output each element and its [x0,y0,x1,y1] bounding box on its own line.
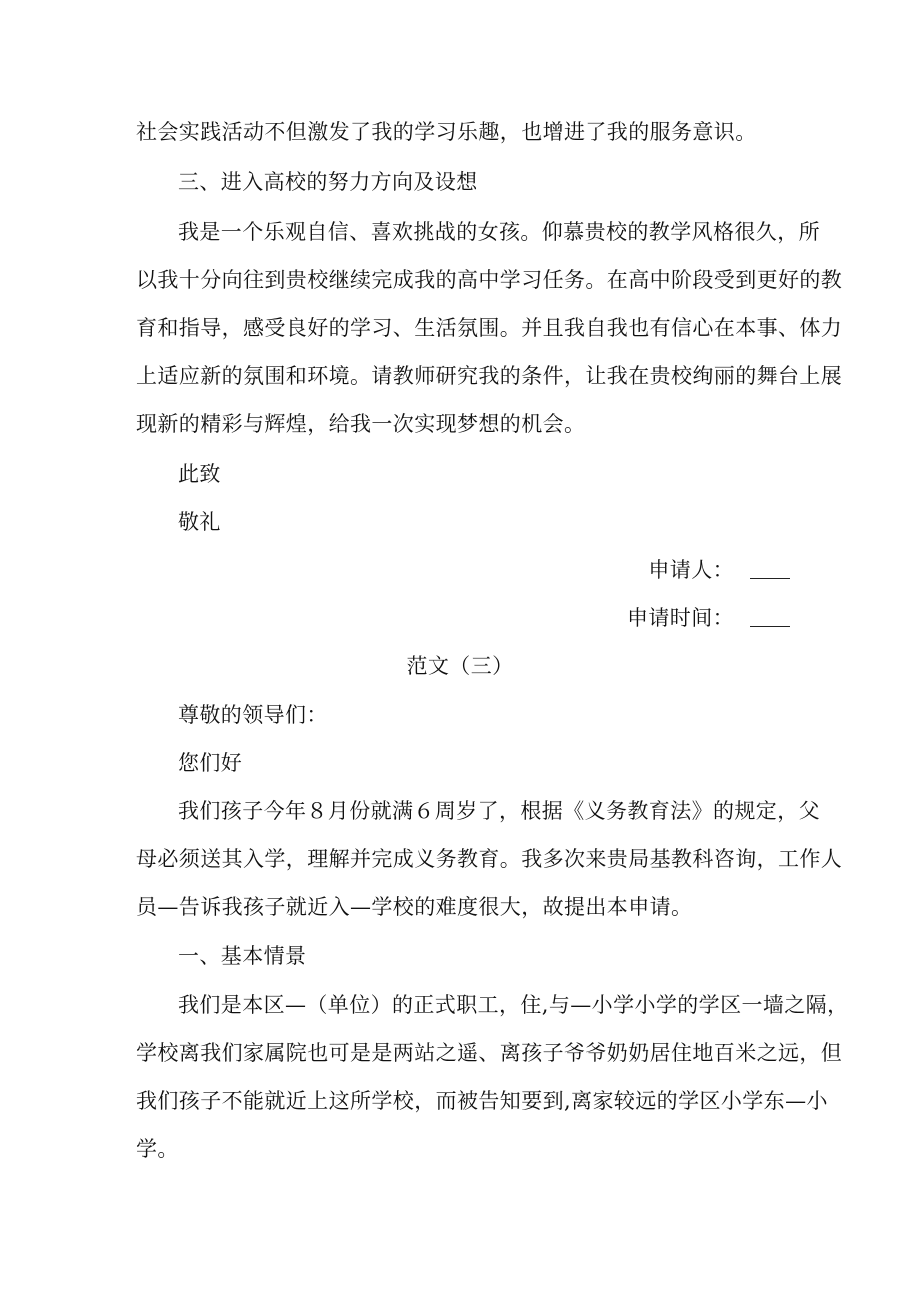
section-heading: 三、进入高校的努力方向及设想 [178,170,478,194]
paragraph-line: 学。 [136,1137,179,1161]
greeting: 您们好 [178,751,243,775]
paragraph-line: 我们是本区—（单位）的正式职工，住,与—小学小学的学区一墙之隔， [178,993,849,1017]
applicant-blank [750,558,790,579]
section-heading: 一、基本情景 [178,944,307,968]
salutation: 尊敬的领导们： [178,703,328,727]
paragraph-line: 我是一个乐观自信、喜欢挑战的女孩。仰慕贵校的教学风格很久，所 [178,220,820,244]
date-blank [750,606,790,627]
paragraph-line: 我们孩子今年８月份就满６周岁了，根据《义务教育法》的规定，父 [178,799,820,823]
paragraph-line: 现新的精彩与辉煌，给我一次实现梦想的机会。 [136,412,586,436]
paragraph-line: 育和指导，感受良好的学习、生活氛围。并且我自我也有信心在本事、体力 [136,316,843,340]
paragraph-line: 上适应新的氛围和环境。请教师研究我的条件，让我在贵校绚丽的舞台上展 [136,364,843,388]
date-label: 申请时间： [627,606,734,630]
section-title: 范文（三） [406,654,514,678]
closing-text: 敬礼 [178,510,221,534]
text-line: 社会实践活动不但激发了我的学习乐趣，也增进了我的服务意识。 [136,120,757,144]
applicant-line [648,558,790,582]
paragraph-line: 我们孩子不能就近上这所学校，而被告知要到,离家较远的学区小学东—小 [136,1089,828,1113]
paragraph-line: 学校离我们家属院也可是是两站之遥、离孩子爷爷奶奶居住地百米之远，但 [136,1041,843,1065]
closing-text: 此致 [178,462,221,486]
paragraph-line: 以我十分向往到贵校继续完成我的高中学习任务。在高中阶段受到更好的教 [136,268,843,292]
paragraph-line: 母必须送其入学，理解并完成义务教育。我多次来贵局基教科咨询，工作人 [136,847,843,871]
date-line [627,606,790,630]
applicant-label: 申请人： [648,558,734,582]
paragraph-line: 员—告诉我孩子就近入—学校的难度很大，故提出本申请。 [136,895,693,919]
